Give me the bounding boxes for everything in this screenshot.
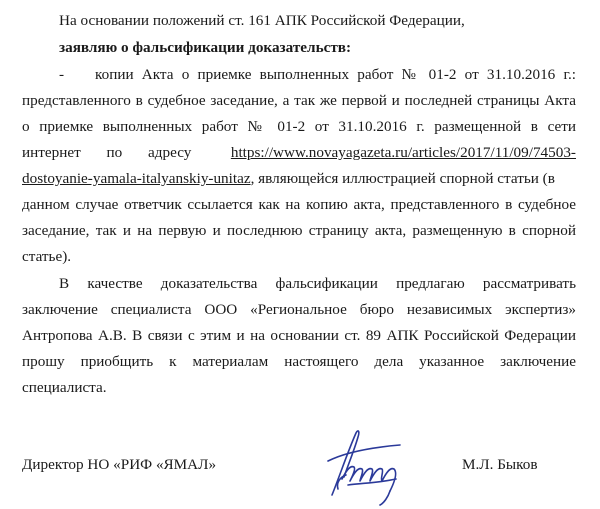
url-prefix: интернет по адресу: [22, 144, 192, 161]
bullet-line-1-body: копии Акта о приемке выполненных работ № 01-2 от 31.10.2016 г.:: [95, 66, 576, 83]
bullet-line-3: о приемке выполненных работ № 01-2 от 31.10.2016 г. размещенной в сети: [22, 118, 576, 135]
signatory-position: Директор НО «РИФ «ЯМАЛ»: [22, 456, 217, 473]
bullet-marker: -: [59, 66, 65, 83]
url-line: [22, 143, 576, 163]
handwritten-signature: [318, 421, 418, 507]
paragraph2-line-5: специалиста.: [22, 379, 107, 396]
paragraph2-line-4: прошу приобщить к материалам настоящего дела указанное заключение: [22, 353, 576, 370]
article-link-part-2[interactable]: dostoyanie-yamala-italyanskiy-unitaz: [22, 170, 251, 187]
bullet-line-2: представленного в судебное заседание, а так же первой и последней страницы Акта: [22, 92, 576, 109]
bullet-tail-1: данном случае ответчик ссылается как на копию акта, представленного в судебное: [22, 196, 576, 213]
paragraph2-line-2: заключение специалиста ООО «Региональное бюро независимых экспертиз»: [22, 301, 576, 318]
statement-heading: заявляю о фальсификации доказательств:: [59, 39, 352, 56]
url-continuation-line: [22, 169, 576, 189]
bullet-tail-3: статье).: [22, 248, 72, 265]
intro-line: На основании положений ст. 161 АПК Российской Федерации,: [59, 12, 465, 29]
signatory-name: М.Л. Быков: [462, 456, 538, 473]
paragraph2-line-1: В качестве доказательства фальсификации предлагаю рассматривать: [59, 275, 576, 292]
bullet-tail-2: заседание, так и на первую и последнюю страницу акта, размещенную в спорной: [22, 222, 576, 239]
paragraph2-line-3: Антропова А.В. В связи с этим и на основании ст. 89 АПК Российской Федерации: [22, 327, 576, 344]
article-link-part-1[interactable]: https://www.novayagazeta.ru/articles/2017/11/09/74503-: [230, 144, 576, 161]
after-url-text: , являющейся иллюстрацией спорной статьи (в: [250, 170, 555, 187]
